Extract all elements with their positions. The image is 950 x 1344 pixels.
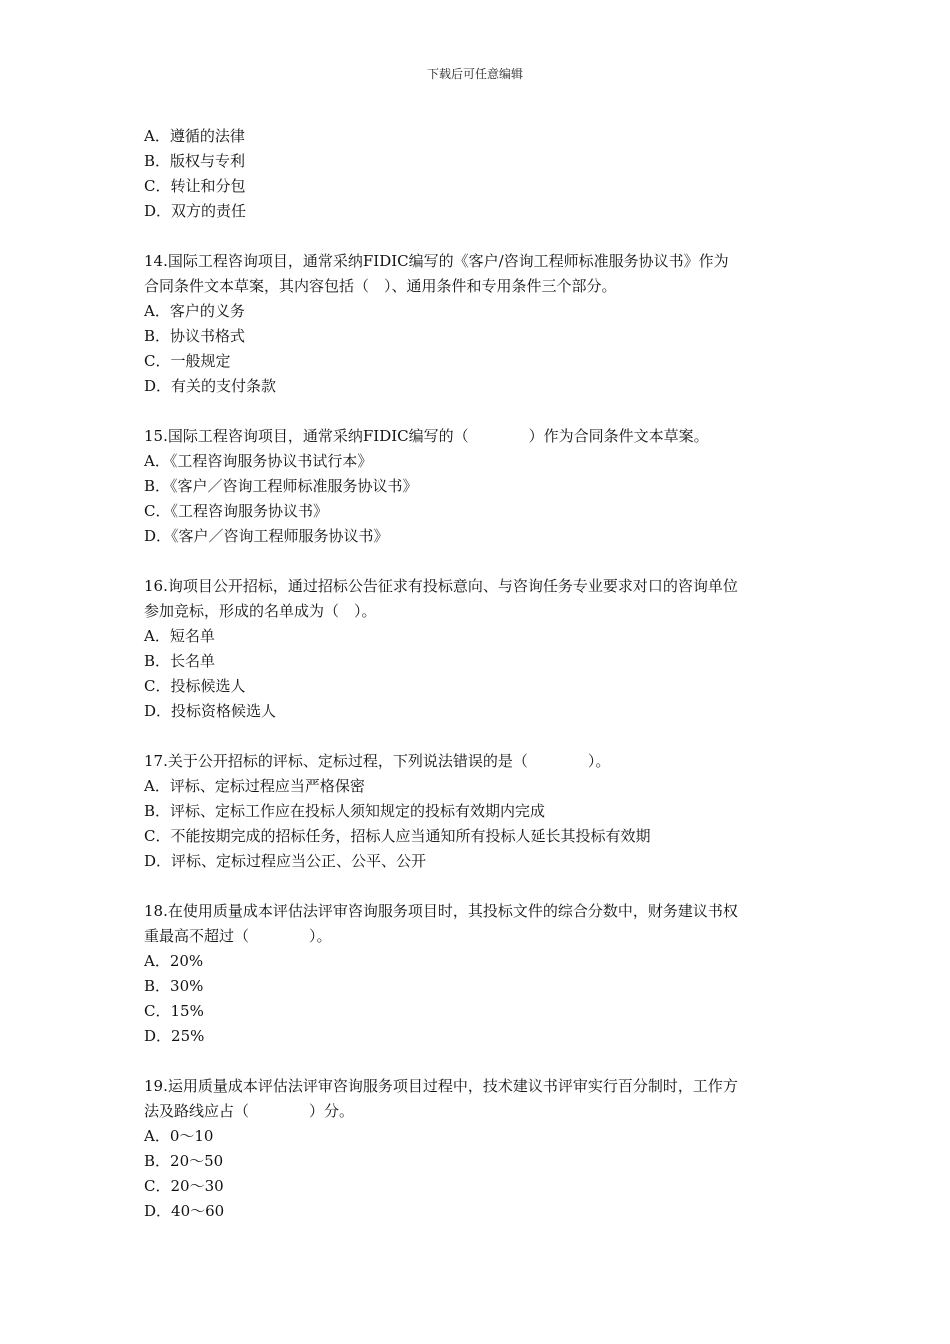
answer-option: A．0～10 (144, 1127, 214, 1145)
answer-option: A．遵循的法律 (144, 127, 245, 145)
question-text: 19.运用质量成本评估法评审咨询服务项目过程中，技术建议书评审实行百分制时，工作方 (144, 1077, 738, 1095)
answer-option: B．协议书格式 (144, 327, 246, 345)
question-text: 合同条件文本草案，其内容包括（ ）、通用条件和专用条件三个部分。 (144, 277, 617, 295)
page-header: 下载后可任意编辑 (426, 67, 523, 81)
answer-option: D．评标、定标过程应当公正、公平、公开 (144, 852, 427, 870)
question-block (144, 1074, 824, 1224)
answer-option: A．客户的义务 (144, 302, 245, 320)
question-text: 重最高不超过（ ）。 (144, 927, 332, 945)
question-text: 16.询项目公开招标，通过招标公告征求有投标意向、与咨询任务专业要求对口的咨询单位 (144, 577, 738, 595)
question-text: 法及路线应占（ ）分。 (144, 1102, 355, 1120)
question-block (144, 574, 824, 724)
answer-option: A．20% (144, 952, 204, 970)
answer-option: B．30% (144, 977, 204, 995)
answer-option: A．短名单 (144, 627, 215, 645)
answer-option: D．25% (144, 1027, 205, 1045)
answer-option: D．有关的支付条款 (144, 377, 277, 395)
question-text: 14.国际工程咨询项目，通常采纳FIDIC编写的《客户/咨询工程师标准服务协议书》作为 (144, 252, 729, 270)
answer-option: B．长名单 (144, 652, 216, 670)
document-body (144, 124, 824, 1249)
answer-option: D．《客户／咨询工程师服务协议书》 (144, 527, 389, 545)
question-block (144, 249, 824, 399)
question-text: 参加竞标，形成的名单成为（ ）。 (144, 602, 377, 620)
question-text: 15.国际工程咨询项目，通常采纳FIDIC编写的（ ）作为合同条件文本草案。 (144, 427, 709, 445)
answer-option: C．转让和分包 (144, 177, 246, 195)
answer-option: A．《工程咨询服务协议书试行本》 (144, 452, 373, 470)
answer-option: B．《客户／咨询工程师标准服务协议书》 (144, 477, 418, 495)
answer-option: D．投标资格候选人 (144, 702, 277, 720)
answer-option: D．双方的责任 (144, 202, 247, 220)
options-continued (144, 124, 824, 224)
answer-option: A．评标、定标过程应当严格保密 (144, 777, 365, 795)
answer-option: C．15% (144, 1002, 204, 1020)
answer-option: C．20～30 (144, 1177, 224, 1195)
answer-option: D．40～60 (144, 1202, 225, 1220)
answer-option: C．不能按期完成的招标任务，招标人应当通知所有投标人延长其投标有效期 (144, 827, 651, 845)
question-block (144, 424, 824, 549)
answer-option: C．《工程咨询服务协议书》 (144, 502, 328, 520)
question-block (144, 749, 824, 874)
answer-option: C．一般规定 (144, 352, 231, 370)
answer-option: B．版权与专利 (144, 152, 246, 170)
question-text: 17.关于公开招标的评标、定标过程，下列说法错误的是（ ）。 (144, 752, 611, 770)
answer-option: C．投标候选人 (144, 677, 246, 695)
answer-option: B．20～50 (144, 1152, 224, 1170)
answer-option: B．评标、定标工作应在投标人须知规定的投标有效期内完成 (144, 802, 546, 820)
question-text: 18.在使用质量成本评估法评审咨询服务项目时，其投标文件的综合分数中，财务建议书权 (144, 902, 738, 920)
question-block (144, 899, 824, 1049)
